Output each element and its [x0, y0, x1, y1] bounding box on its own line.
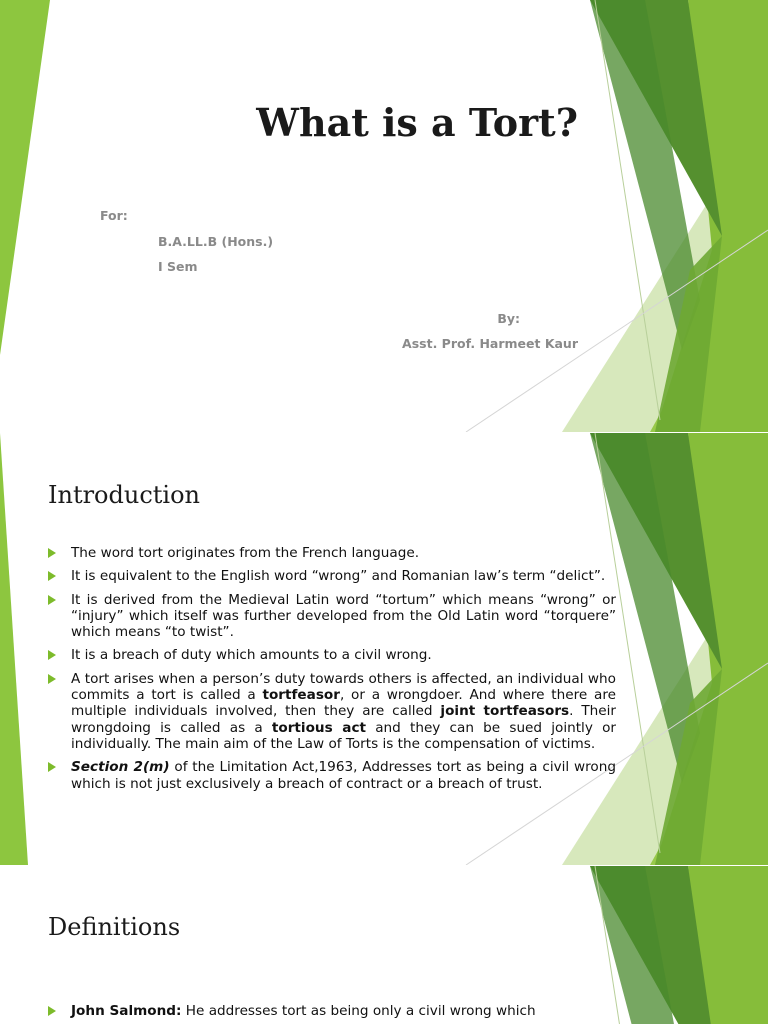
bullet-text-part: He addresses tort as being only a civil wrong which — [181, 1003, 536, 1019]
triangle-right-icon — [48, 650, 56, 660]
introduction-slide — [0, 433, 768, 865]
triangle-right-icon — [48, 548, 56, 558]
triangle-right-icon — [48, 674, 56, 684]
left-accent-triangle — [0, 0, 50, 355]
bullet-item — [48, 671, 616, 752]
by-label: By: — [497, 311, 520, 326]
slide-decoration — [0, 866, 768, 1024]
presentation-title: What is a Tort? — [256, 100, 578, 145]
definitions-slide — [0, 866, 768, 1024]
bullet-item — [48, 568, 616, 584]
introduction-heading: Introduction — [48, 481, 200, 509]
bullet-item — [48, 545, 616, 561]
course-name: B.A.LL.B (Hons.) — [158, 234, 274, 249]
bullet-text-part: of the Limitation Act,1963, Addresses tort as being a civil wrong which is not just exclusively a breach of contract or a breach of trust. — [71, 759, 616, 792]
bullet-text: It is a breach of duty which amounts to a civil wrong. — [71, 647, 432, 664]
definitions-heading: Definitions — [48, 913, 181, 941]
bullet-text-part: . Their wrongdoing is called as a — [71, 703, 617, 736]
introduction-bullet-list — [48, 545, 616, 799]
semester-label: I Sem — [158, 259, 198, 274]
bullet-text: It is derived from the Medieval Latin word “tortum” which means “wrong” or “injury” which itself was further developed from the Old Latin word “torquere” which means “to twist”. — [71, 591, 616, 641]
term-tortious-act: tortious act — [271, 719, 367, 736]
term-joint-tortfeasors: joint tortfeasors — [440, 703, 570, 720]
term-tortfeasor: tortfeasor — [262, 687, 340, 704]
definition-author: John Salmond: — [71, 1003, 182, 1019]
left-accent-triangle — [0, 433, 28, 865]
triangle-right-icon — [48, 1006, 56, 1016]
title-slide — [0, 0, 768, 432]
bullet-text-part: , or a wrongdoer. And where there are multiple individuals involved, then they are called — [71, 687, 617, 720]
bullet-text: It is equivalent to the English word “wrong” and Romanian law’s term “delict”. — [71, 568, 606, 585]
triangle-right-icon — [48, 571, 56, 581]
for-label: For: — [100, 208, 128, 223]
bullet-text-part: A tort arises when a person’s duty towards others is affected, an individual who commits a tort is called a — [71, 670, 616, 704]
triangle-right-icon — [48, 595, 56, 605]
bullet-item — [48, 592, 616, 641]
triangle-right-icon — [48, 762, 56, 772]
bullet-item — [48, 647, 616, 663]
section-reference: Section 2(m) — [71, 759, 170, 776]
bullet-text: The word tort originates from the French language. — [71, 545, 420, 561]
bullet-item — [48, 1003, 616, 1019]
bullet-text-part: and they can be sued jointly or individually. The main aim of the Law of Torts is the compensation of victims. — [71, 719, 616, 752]
definitions-bullet-list — [48, 1003, 616, 1024]
bullet-item — [48, 759, 616, 792]
author-name: Asst. Prof. Harmeet Kaur — [402, 336, 578, 351]
